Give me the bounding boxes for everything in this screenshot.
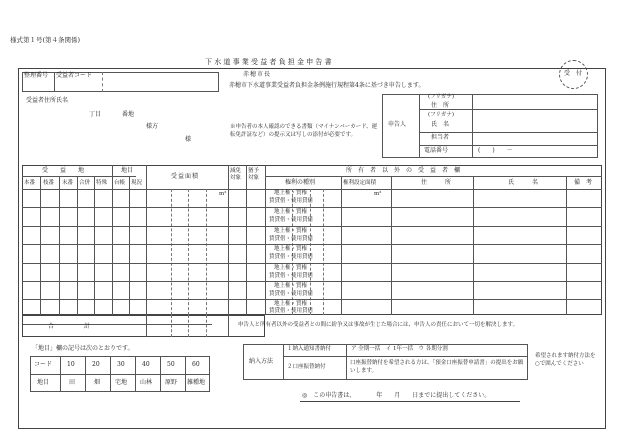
legend-name-4: 山林 <box>140 379 153 386</box>
right-type-r6b: 賃貸借・使用貸借 <box>269 291 314 297</box>
legend-code-5: 50 <box>167 361 175 368</box>
legend-code-2: 20 <box>92 361 100 368</box>
id-box <box>22 72 219 92</box>
form-title: 下水道事業受益者負担金申告書 <box>205 58 334 66</box>
phone-label: 電話番号 <box>424 147 449 154</box>
legend-code-6: 60 <box>192 361 200 368</box>
legend-row-label: 地目 <box>37 379 50 386</box>
payment-note: 希望されます納付方法を○で囲んでください <box>535 353 596 367</box>
declaration-text: 赤穂市下水道事業受益者負担金条例施行規程第4条に基づき申告します。 <box>229 82 425 89</box>
legend-code-label: コード <box>34 361 53 368</box>
right-type-r1b: 賃貸借・使用貸借 <box>269 198 314 204</box>
legend-name-2: 畑 <box>94 379 101 386</box>
right-type-r3b: 賃貸借・使用貸借 <box>269 236 314 242</box>
col-tokushu: 特殊 <box>96 180 108 186</box>
legend-name-1: 田 <box>69 379 76 386</box>
beneficiary-address-label: 受益者住所氏名 <box>26 97 69 104</box>
payment-option-2: ２口座振替納付 <box>287 364 326 370</box>
legend-name-6: 雑種地 <box>187 379 206 386</box>
name-label: 氏 名 <box>431 121 450 128</box>
legend-name-3: 宅地 <box>115 379 128 386</box>
furigana-2: (フリガナ) <box>428 112 455 118</box>
col-honban: 本番 <box>24 180 36 186</box>
phone-format: ( ) － <box>478 147 513 154</box>
payment-label: 納入方法 <box>249 358 274 365</box>
col-right-type: 権利の種別 <box>285 179 316 186</box>
id-notice: ※申告者の本人確認のできる書類（マイナンバーカード、運転免許証など）の提示又は写しの添付が必要です。 <box>230 124 378 138</box>
legend-code-1: 10 <box>67 361 75 368</box>
col-genkyou: 現況 <box>131 180 143 186</box>
applicant-label: 申告人 <box>388 121 407 128</box>
right-type-r3a: 地上権・質権 <box>274 228 308 234</box>
right-area-unit: m² <box>374 191 382 197</box>
beneficiary-code-label: 受益者コード <box>56 72 93 79</box>
col-name: 氏 名 <box>508 179 539 186</box>
banchi-label: 番地 <box>122 111 135 118</box>
right-type-r7b: 賃貸借・使用貸借 <box>269 308 314 314</box>
deferral-header: 猶予対象 <box>248 168 260 181</box>
col-address: 住 所 <box>421 179 452 186</box>
chimoku-header: 地目 <box>121 167 134 174</box>
land-group-header: 受 益 地 <box>42 167 85 174</box>
furigana-1: (フリガナ) <box>428 94 455 100</box>
right-type-r1a: 地上権・質権 <box>274 190 308 196</box>
reg-no-label: 整理番号 <box>24 72 49 79</box>
right-type-r4b: 賃貸借・使用貸借 <box>269 254 314 260</box>
col-goban: 合併 <box>79 180 91 186</box>
right-type-r5a: 地上権・質権 <box>274 265 308 271</box>
deadline-text: ◎ この申告書は、 年 月 日までに提出してください。 <box>302 392 491 399</box>
reduction-header: 減免対象 <box>230 168 242 181</box>
other-owner-header: 所 有 者 以 外 の 受 益 者 欄 <box>346 167 461 174</box>
area-unit: m² <box>219 191 227 197</box>
legend-code-4: 40 <box>142 361 150 368</box>
mayor-label: 赤穂市長 <box>243 71 272 78</box>
receipt-stamp-label: 受 付 <box>564 70 583 77</box>
col-remarks: 備 考 <box>574 179 593 186</box>
sama-kata-label: 様方 <box>146 123 159 130</box>
legend-caption: 「地目」欄の記号は次のとおりです。 <box>32 345 134 352</box>
sama-label: 様 <box>185 136 192 143</box>
contact-label: 担当者 <box>431 134 450 141</box>
legend-name-5: 原野 <box>165 379 178 386</box>
form-number: 様式第１号(第４条関係) <box>10 36 81 44</box>
col-right-area: 権利設定面積 <box>343 180 377 186</box>
legend-code-3: 30 <box>117 361 125 368</box>
address-label: 住 所 <box>431 102 450 109</box>
total-label: 合 計 <box>48 323 94 330</box>
right-type-r7a: 地上権・質権 <box>274 301 308 307</box>
payment-option-1: １納入通知書納付 <box>287 346 332 352</box>
chome-label: 丁目 <box>89 111 102 118</box>
area-header: 受益面積 <box>171 173 200 180</box>
payment-option-1-choices: ア 全期一括 イ 1年一括 ウ 各期分割 <box>351 346 448 352</box>
right-type-r2b: 賃貸借・使用貸借 <box>269 217 314 223</box>
payment-option-2-text: 口座振替納付を希望される方は、「預金口座振替申請書」の提出をお願いします。 <box>350 360 524 374</box>
right-type-r6a: 地上権・質権 <box>274 283 308 289</box>
col-edaban: 枝番 <box>43 180 55 186</box>
col-sueban: 末番 <box>62 180 74 186</box>
right-type-r5b: 賃貸借・使用貸借 <box>269 273 314 279</box>
right-type-r4a: 地上権・質権 <box>274 246 308 252</box>
col-daichou: 台帳 <box>114 180 126 186</box>
liability-notice: 申告人と所有者以外の受益者との間に紛争又は事故が生じた場合には、申告人の責任において一切を解決します。 <box>238 322 519 328</box>
right-type-r2a: 地上権・質権 <box>274 209 308 215</box>
